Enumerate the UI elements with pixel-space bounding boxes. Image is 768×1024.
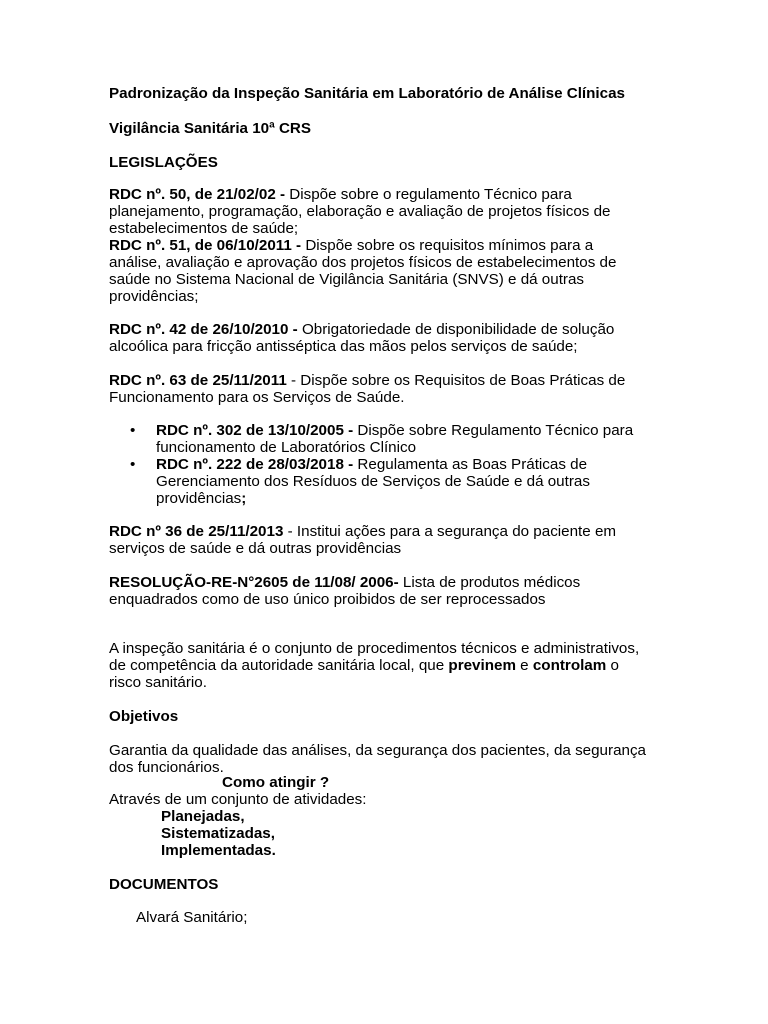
rdc302-line2: funcionamento de Laboratórios Clínico: [156, 439, 417, 456]
rdc51-line2: análise, avaliação e aprovação dos projetos físicos de estabelecimentos de: [109, 254, 617, 271]
legislacoes-heading: LEGISLAÇÕES: [109, 154, 218, 171]
objetivos-line2: dos funcionários.: [109, 759, 224, 776]
rdc50-line1: [109, 186, 572, 203]
rdc302-line1: [156, 422, 633, 439]
rdc222-semicolon: ;: [241, 490, 247, 507]
resolucao-line2: enquadrados como de uso único proibidos de ser reprocessados: [109, 591, 546, 608]
como-atingir-heading: Como atingir ?: [222, 774, 330, 791]
bullet-marker: •: [130, 456, 136, 473]
rdc36-text1: - Institui ações para a segurança do paciente em: [283, 523, 617, 540]
page-title: Padronização da Inspeção Sanitária em Laboratório de Análise Clínicas: [109, 85, 625, 102]
objetivo-item: Planejadas,: [161, 808, 245, 825]
rdc51-text1: Dispõe sobre os requisitos mínimos para a: [305, 237, 594, 254]
rdc222-line1: [156, 456, 587, 473]
rdc222-ref: RDC nº. 222 de 28/03/2018 -: [156, 456, 358, 473]
inspecao-line2: [109, 657, 619, 674]
controlam-bold: controlam: [532, 657, 607, 674]
rdc42-text1: Obrigatoriedade de disponibilidade de solução: [301, 321, 615, 338]
inspecao-line3: risco sanitário.: [109, 674, 207, 691]
rdc63-line2: Funcionamento para os Serviços de Saúde.: [109, 389, 405, 406]
rdc42-line2: alcoólica para fricção antisséptica das mãos pelos serviços de saúde;: [109, 338, 578, 355]
alvara-item: Alvará Sanitário;: [136, 909, 248, 926]
inspecao-text2c: e: [515, 657, 533, 674]
resolucao-ref: RESOLUÇÃO-RE-N°2605 de 11/08/ 2006-: [109, 574, 399, 591]
rdc50-line2: planejamento, programação, elaboração e avaliação de projetos físicos de: [109, 203, 611, 220]
rdc302-ref: RDC nº. 302 de 13/10/2005 -: [156, 422, 358, 439]
inspecao-line1: A inspeção sanitária é o conjunto de procedimentos técnicos e administrativos,: [109, 640, 640, 657]
objetivo-item: Sistematizadas,: [161, 825, 275, 842]
rdc50-ref: RDC nº. 50, de 21/02/02 -: [109, 186, 290, 203]
atraves-line: Através de um conjunto de atividades:: [109, 791, 367, 808]
bullet-marker: •: [130, 422, 136, 439]
inspecao-text2a: de competência da autoridade sanitária local, que: [109, 657, 449, 674]
rdc36-line1: [109, 523, 616, 540]
documentos-heading: DOCUMENTOS: [109, 876, 219, 893]
rdc42-ref: RDC nº. 42 de 26/10/2010 -: [109, 321, 302, 338]
inspecao-text2e: o: [606, 657, 619, 674]
objetivos-line1: Garantia da qualidade das análises, da segurança dos pacientes, da segurança: [109, 742, 646, 759]
rdc63-ref: RDC nº. 63 de 25/11/2011: [109, 372, 287, 389]
objetivos-heading: Objetivos: [109, 708, 179, 725]
rdc222-text3: providências: [156, 490, 242, 507]
rdc222-text1: Regulamenta as Boas Práticas de: [357, 456, 588, 473]
rdc42-line1: [109, 321, 614, 338]
page-subtitle: Vigilância Sanitária 10ª CRS: [109, 120, 312, 137]
rdc63-text1: - Dispõe sobre os Requisitos de Boas Práticas de: [286, 372, 626, 389]
resolucao-line1: [109, 574, 580, 591]
objetivo-item: Implementadas.: [161, 842, 276, 859]
rdc36-ref: RDC nº 36 de 25/11/2013: [109, 523, 284, 540]
previnem-bold: previnem: [448, 657, 516, 674]
rdc51-line4: providências;: [109, 288, 199, 305]
rdc302-text1: Dispõe sobre Regulamento Técnico para: [357, 422, 634, 439]
rdc51-ref: RDC nº. 51, de 06/10/2011 -: [109, 237, 306, 254]
rdc222-line2: Gerenciamento dos Resíduos de Serviços de Saúde e dá outras: [156, 473, 590, 490]
rdc222-line3: [156, 490, 246, 507]
rdc50-line3: estabelecimentos de saúde;: [109, 220, 299, 237]
rdc50-text1: Dispõe sobre o regulamento Técnico para: [289, 186, 572, 203]
rdc63-line1: [109, 372, 625, 389]
resolucao-text1: Lista de produtos médicos: [398, 574, 581, 591]
rdc51-line1: [109, 237, 593, 254]
rdc36-line2: serviços de saúde e dá outras providências: [109, 540, 402, 557]
rdc51-line3: saúde no Sistema Nacional de Vigilância Sanitária (SNVS) e dá outras: [109, 271, 585, 288]
